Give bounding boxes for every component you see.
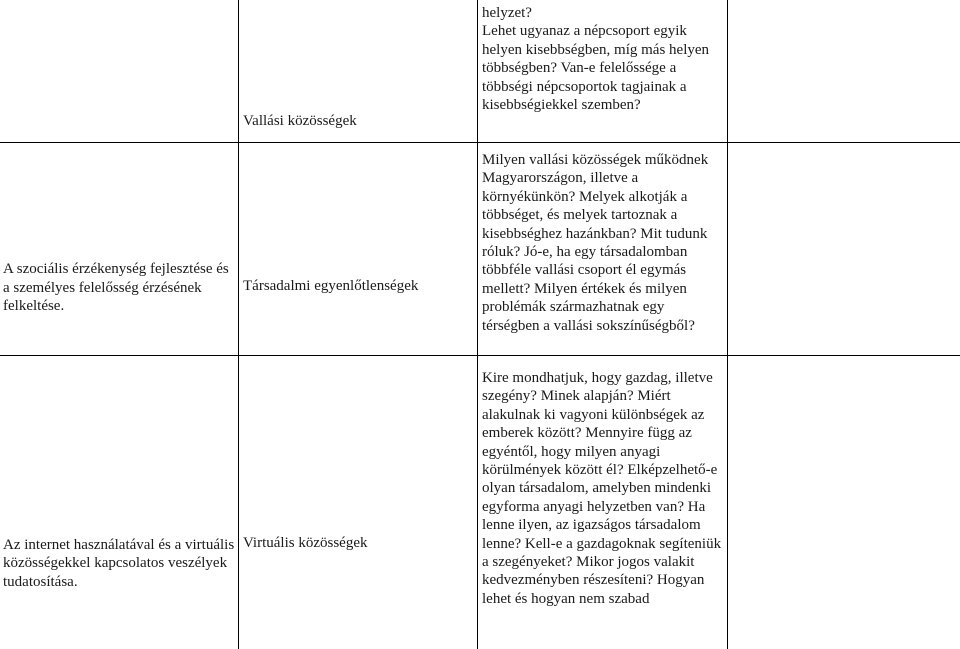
topic-text: Társadalmi egyenlőtlenségek [243,277,419,294]
table-row-3-topic [243,534,471,552]
objective-text: Az internet használatával és a virtuális közösségekkel kapcsolatos veszélyek tudatosítása. [3,537,235,590]
table-row-1-objective [3,0,235,142]
table-row-2-questions: Milyen vallási közösségek működnek Magyarországon, illetve a környékünkön? Melyek alkotják a többséget, és melyek tartoznak a kisebbséghez hazánkban? Mit tudunk róluk? Jó-e, ha egy társadalomban többféle vallási csoport él egymás mellett? Milyen értékek és milyen problémák származhatnak egy térségben a vallási sokszínűségből? [482,152,709,334]
table-row-1-questions: helyzet? Lehet ugyanaz a népcsoport egyik helyen kisebbségben, míg más helyen többségben? Van-e felelőssége a többségi népcsoportok tagjainak a kisebbségiekkel szemben? [482,5,710,114]
table-row-3-objective [3,536,239,591]
column-divider [477,0,478,649]
table-row-2-objective [3,143,235,433]
table-row-3-questions: Kire mondhatjuk, hogy gazdag, illetve szegény? Minek alapján? Miért alakulnak ki vagyoni különbségek az emberek között? Mennyire függ az egyéntől, hogy milyen anyagi körülmények között él? Elképzelhető-e olyan társadalom, amelyben mindenki egyforma anyagi helyzetben van? Ha lenne ilyen, az igazságos társadalom lenne? Kell-e a gazdagoknak segíteniük a szegényeket? Mikor jogos valakit kedvezményben részesíteni? Hogyan lehet és hogyan nem szabad [482,370,722,607]
topic-text: Virtuális közösségek [243,535,368,551]
table-row-1-topic [243,0,471,142]
objective-text: A szociális érzékenység fejlesztése és a személyes felelősség érzésének felkeltése. [3,261,229,315]
table-row-2-topic [243,143,471,429]
column-divider [727,0,728,649]
topic-text: Vallási közösségek [243,112,357,129]
